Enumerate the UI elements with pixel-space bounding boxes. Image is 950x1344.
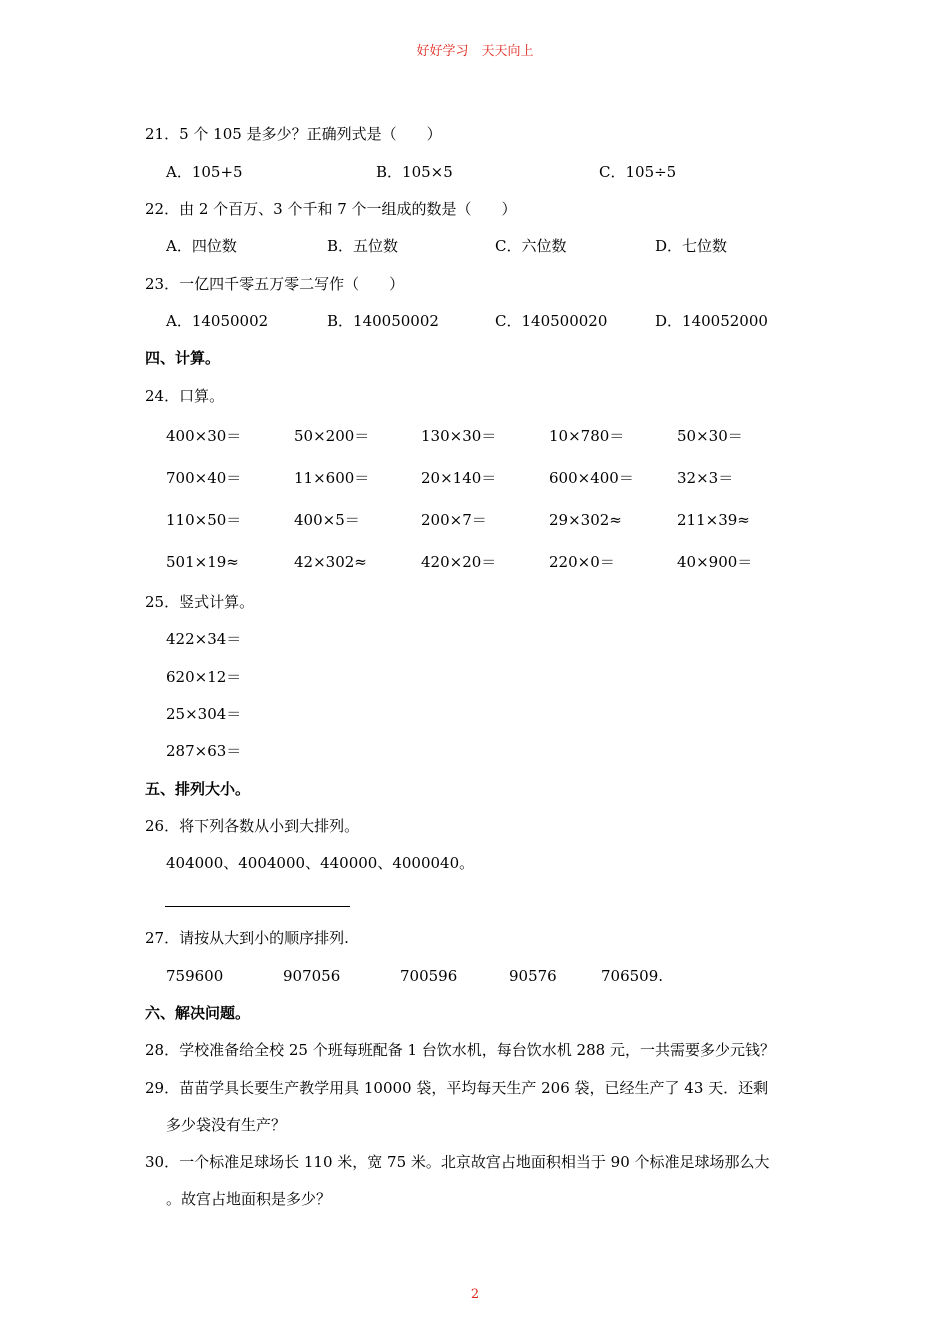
mental-calc-item: 32×3＝ [677,469,734,487]
mental-calc-item: 110×50＝ [166,511,242,529]
question-27-number: 759600 [166,967,224,985]
mental-calc-item: 400×30＝ [166,427,242,445]
question-27-number: 907056 [283,967,341,985]
mental-calc-item: 200×7＝ [421,511,487,529]
mental-calc-item: 130×30＝ [421,427,497,445]
section-4-heading: 四、计算。 [145,349,221,367]
section-6-heading: 六、解决问题。 [145,1004,251,1022]
question-30-line-2: 。故宫占地面积是多少？ [166,1190,332,1208]
page-header: 好好学习 天天向上 [416,44,534,59]
question-22-option-d: D．七位数 [655,237,728,255]
question-21-option-b: B．105×5 [376,163,453,181]
vertical-calc-item: 422×34＝ [166,630,242,648]
mental-calc-item: 40×900＝ [677,553,753,571]
question-22-option-b: B．五位数 [327,237,399,255]
mental-calc-item: 50×30＝ [677,427,743,445]
question-29-line-2: 多少袋没有生产？ [166,1116,287,1134]
mental-calc-item: 700×40＝ [166,469,242,487]
section-5-heading: 五、排列大小。 [145,780,251,798]
question-29-line-1: 29．苗苗学具长要生产教学用具 10000 袋，平均每天生产 206 袋，已经生产了 43 天．还剩 [145,1079,769,1097]
mental-calc-item: 501×19≈ [166,553,239,571]
question-22-stem: 22．由 2 个百万、3 个千和 7 个一组成的数是（ ） [145,200,517,218]
question-23-option-c: C．140500020 [495,312,608,330]
question-27-number: 700596 [400,967,458,985]
mental-calc-item: 420×20＝ [421,553,497,571]
mental-calc-item: 42×302≈ [294,553,367,571]
question-28: 28．学校准备给全校 25 个班每班配备 1 台饮水机，每台饮水机 288 元，一共需要多少元钱？ [145,1041,775,1059]
question-23-option-d: D．140052000 [655,312,768,330]
vertical-calc-item: 287×63＝ [166,742,242,760]
question-22-option-c: C．六位数 [495,237,567,255]
question-25-stem: 25．竖式计算。 [145,593,255,611]
vertical-calc-item: 620×12＝ [166,668,242,686]
answer-blank-line [165,906,350,907]
mental-calc-item: 20×140＝ [421,469,497,487]
question-23-option-a: A．14050002 [166,312,269,330]
question-23-stem: 23．一亿四千零五万零二写作（ ） [145,275,405,293]
question-27-stem: 27．请按从大到小的顺序排列. [145,929,349,947]
question-22-option-a: A．四位数 [166,237,237,255]
question-21-option-a: A．105+5 [166,163,243,181]
page-number: 2 [470,1287,480,1302]
question-27-number: 706509. [601,967,664,985]
question-21-option-c: C．105÷5 [599,163,677,181]
mental-calc-item: 600×400＝ [549,469,634,487]
mental-calc-item: 220×0＝ [549,553,615,571]
question-26-numbers: 404000、4004000、440000、4000040。 [166,854,475,872]
question-26-stem: 26．将下列各数从小到大排列。 [145,817,360,835]
mental-calc-item: 50×200＝ [294,427,370,445]
mental-calc-item: 29×302≈ [549,511,622,529]
question-24-stem: 24．口算。 [145,387,225,405]
vertical-calc-item: 25×304＝ [166,705,242,723]
mental-calc-item: 211×39≈ [677,511,750,529]
mental-calc-item: 10×780＝ [549,427,625,445]
mental-calc-item: 11×600＝ [294,469,370,487]
question-30-line-1: 30．一个标准足球场长 110 米，宽 75 米。北京故宫占地面积相当于 90 个标准足球场那么大 [145,1153,770,1171]
question-23-option-b: B．140050002 [327,312,439,330]
question-27-number: 90576 [509,967,557,985]
mental-calc-item: 400×5＝ [294,511,360,529]
question-21-stem: 21．5 个 105 是多少？正确列式是（ ） [145,125,442,143]
